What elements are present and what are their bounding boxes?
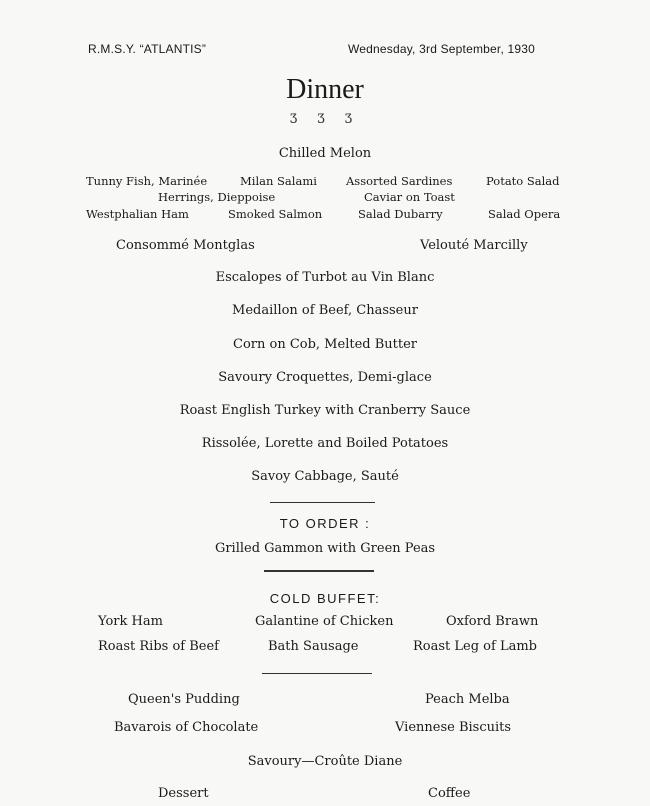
page-title: Dinner [286,74,364,105]
starter-item: Chilled Melon [278,146,372,161]
main-item: Savoy Cabbage, Sauté [251,469,399,484]
soup-item: Velouté Marcilly [420,238,528,253]
to-order-heading: TO ORDER : [279,516,371,531]
buffet-item: Galantine of Chicken [255,614,394,629]
ornament: Ʒ Ʒ Ʒ [289,112,361,127]
hors-doeuvre-item: Caviar on Toast [364,190,455,204]
main-item: Escalopes of Turbot au Vin Blanc [215,270,435,285]
footer-dessert: Dessert [158,786,209,801]
hors-doeuvre-item: Westphalian Ham [86,207,189,221]
menu-date: Wednesday, 3rd September, 1930 [348,42,536,56]
buffet-item: Roast Leg of Lamb [413,639,537,654]
savoury-item: Savoury—Croûte Diane [247,754,403,769]
buffet-item: Roast Ribs of Beef [98,639,219,654]
main-item: Savoury Croquettes, Demi-glace [218,370,432,385]
main-item: Roast English Turkey with Cranberry Sauce [179,403,471,418]
soup-item: Consommé Montglas [116,238,255,253]
hors-doeuvre-item: Potato Salad [486,174,560,188]
hors-doeuvre-item: Salad Dubarry [358,207,443,221]
footer-coffee: Coffee [428,786,471,801]
divider [264,570,374,572]
dessert-item: Bavarois of Chocolate [114,720,259,735]
main-item: Rissolée, Lorette and Boiled Potatoes [201,436,449,451]
hors-doeuvre-item: Salad Opera [488,207,561,221]
hors-doeuvre-item: Assorted Sardines [346,174,453,188]
main-item: Corn on Cob, Melted Butter [233,337,417,352]
divider [270,502,375,503]
buffet-item: York Ham [98,614,163,629]
hors-doeuvre-item: Herrings, Dieppoise [158,190,276,204]
divider [262,673,372,674]
buffet-item: Oxford Brawn [446,614,539,629]
hors-doeuvre-item: Smoked Salmon [228,207,323,221]
hors-doeuvre-item: Tunny Fish, Marinée [86,174,208,188]
main-item: Medaillon of Beef, Chasseur [232,303,418,318]
cold-buffet-heading: COLD BUFFET: [269,591,381,606]
ship-name: R.M.S.Y. “ATLANTIS” [88,42,207,56]
hors-doeuvre-item: Milan Salami [240,174,317,188]
to-order-item: Grilled Gammon with Green Peas [214,541,436,556]
dessert-item: Peach Melba [425,692,510,707]
dessert-item: Queen's Pudding [128,692,240,707]
buffet-item: Bath Sausage [268,639,359,654]
dessert-item: Viennese Biscuits [395,720,512,735]
